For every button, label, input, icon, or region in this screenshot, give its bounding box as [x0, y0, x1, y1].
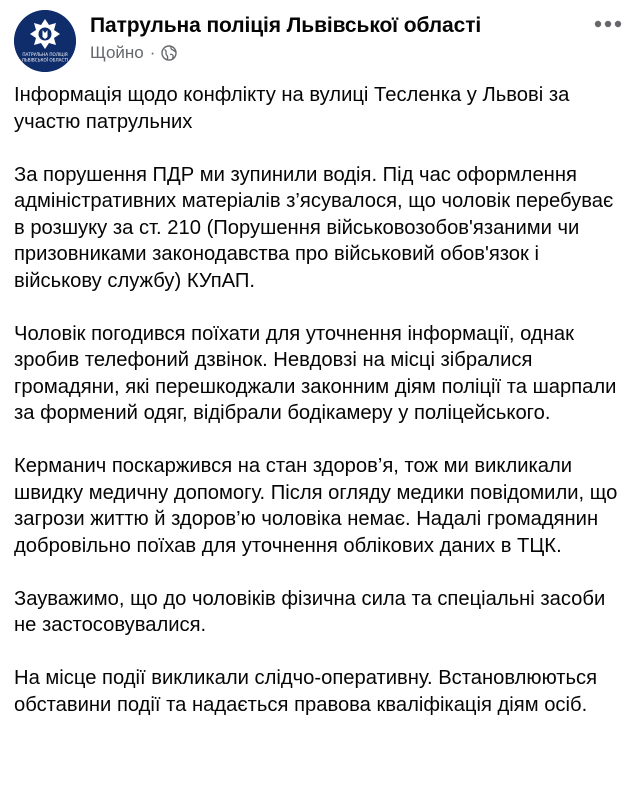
avatar[interactable] [14, 10, 76, 72]
post-timestamp[interactable]: Щойно [90, 43, 144, 62]
post-meta [90, 43, 177, 63]
post-paragraph: На місце події викликали слідчо-оперативну. Встановлюються обставини події та надається правова кваліфікація діям осіб. [14, 667, 598, 716]
post-paragraph: Зауважимо, що до чоловіків фізична сила та спеціальні засоби не застосовувалися. [14, 587, 606, 636]
post-body [14, 82, 626, 718]
more-options-button[interactable] [590, 10, 626, 38]
police-badge-icon [14, 10, 76, 72]
meta-separator: · [149, 43, 156, 62]
avatar-text-line2: ЛЬВІВСЬКОЇ ОБЛАСТІ [21, 57, 69, 63]
post-paragraph: Чоловік погодився поїхати для уточнення інформації, однак зробив телефоний дзвінок. Невдовзі на місці зібралися громадяни, які перешкоджали законним діям поліції та шарпали за формений одяг, відібрали бодікамеру у поліцейського. [14, 322, 617, 424]
page-name[interactable]: Патрульна поліція Львівської області [90, 14, 482, 37]
post-paragraph: За порушення ПДР ми зупинили водія. Під час оформлення адміністративних матеріалів з’ясувалося, що чоловік перебуває в розшуку за ст. 210 (Порушення військовозобов'язаними чи призовниками законодавства про військовий обов'язок і військову службу) КУпАП. [14, 163, 614, 292]
avatar-text-line1: ПАТРУЛЬНА ПОЛІЦІЯ [22, 52, 68, 57]
more-horizontal-icon [594, 20, 622, 28]
post-paragraph-title: Інформація щодо конфлікту на вулиці Тесленка у Львові за участю патрульних [14, 84, 570, 133]
post-header [14, 10, 626, 72]
globe-icon [161, 45, 177, 61]
post-paragraph: Керманич поскаржився на стан здоров’я, тож ми викликали швидку медичну допомогу. Після огляду медики повідомили, що загрози життю й здоров’ю чоловіка немає. Надалі громадянин добровільно поїхав для уточнення облікових даних в ТЦК. [14, 455, 618, 557]
